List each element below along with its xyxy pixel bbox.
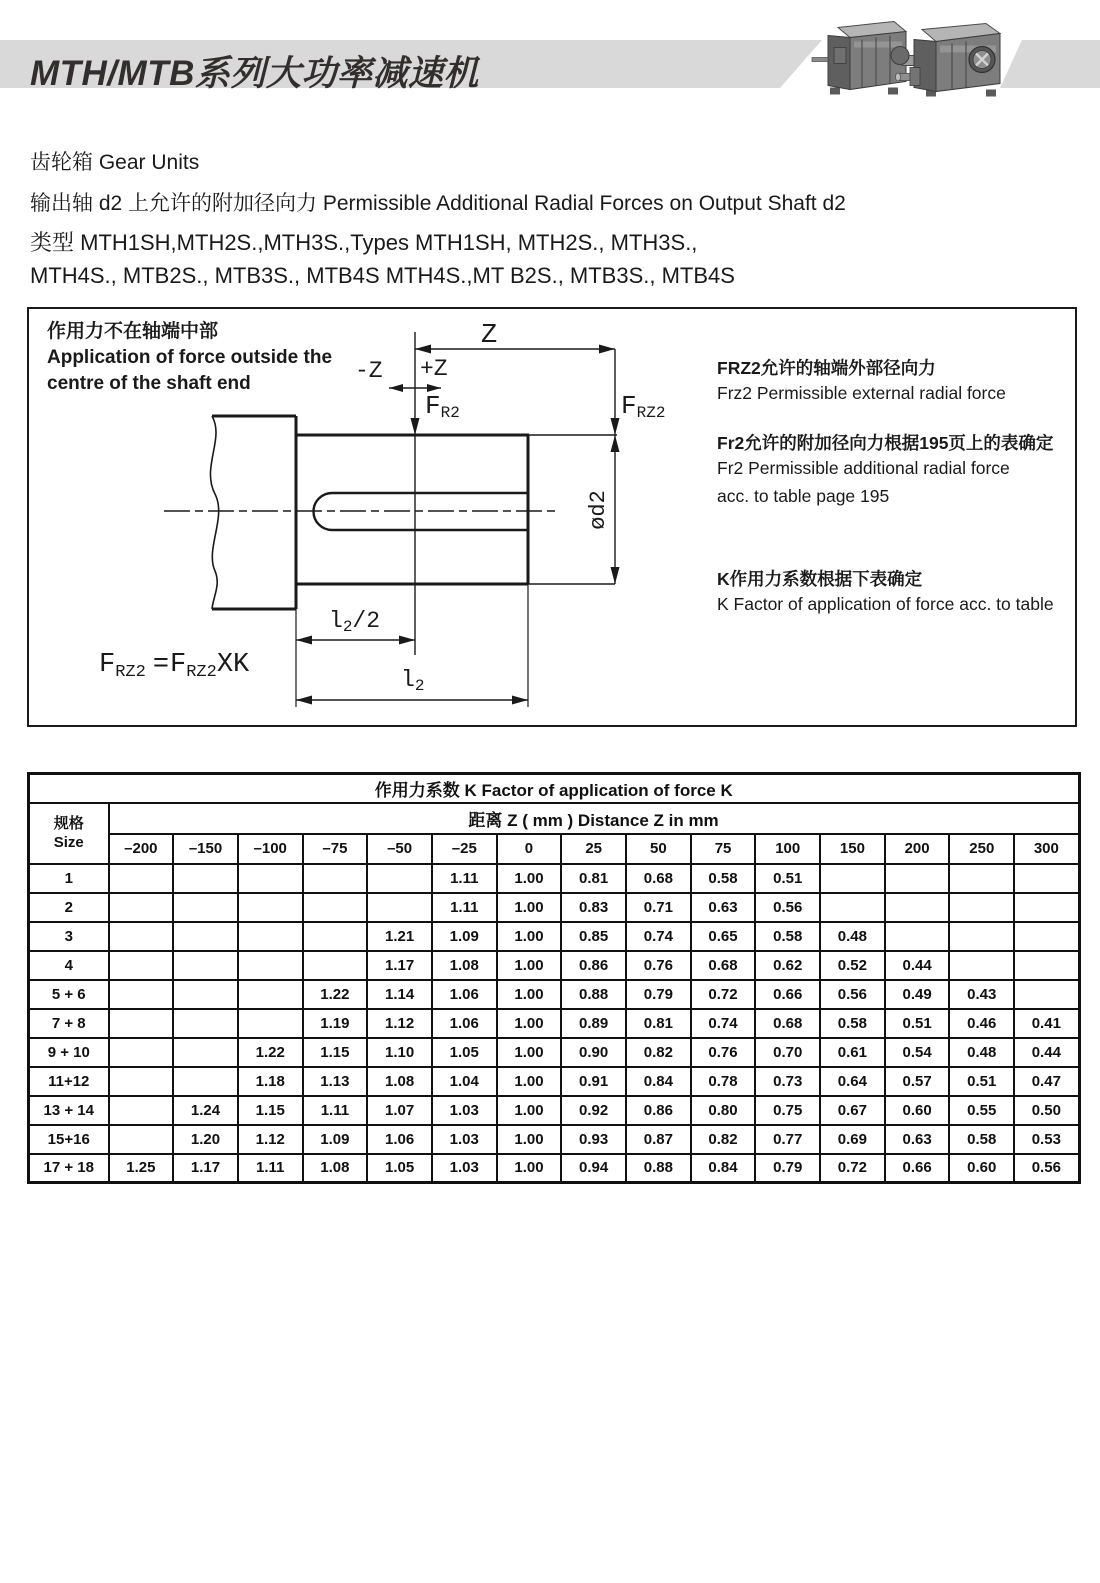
note-fr2-en2: acc. to table page 195	[717, 486, 890, 506]
k-value-cell: 0.58	[820, 1009, 885, 1038]
k-value-cell: 0.61	[820, 1038, 885, 1067]
distance-column-header: –200	[109, 834, 174, 864]
k-value-cell: 0.53	[1014, 1125, 1079, 1154]
distance-column-header: 100	[755, 834, 820, 864]
k-value-cell: 1.06	[432, 1009, 497, 1038]
table-row	[29, 1009, 1080, 1038]
shaft-force-diagram	[27, 307, 1077, 727]
k-value-cell	[949, 864, 1014, 893]
size-cell: 3	[29, 922, 109, 951]
distance-column-header: –75	[303, 834, 368, 864]
table-row	[29, 1154, 1080, 1183]
page-title: MTH/MTB系列大功率减速机	[30, 54, 479, 93]
k-value-cell: 0.83	[561, 893, 626, 922]
size-cell: 1	[29, 864, 109, 893]
distance-column-header: 75	[691, 834, 756, 864]
k-value-cell: 1.22	[303, 980, 368, 1009]
k-value-cell: 0.49	[885, 980, 950, 1009]
k-value-cell: 1.04	[432, 1067, 497, 1096]
k-value-cell: 1.11	[432, 864, 497, 893]
k-value-cell	[109, 980, 174, 1009]
k-value-cell: 0.89	[561, 1009, 626, 1038]
k-value-cell: 0.41	[1014, 1009, 1079, 1038]
k-value-cell: 0.58	[949, 1125, 1014, 1154]
intro-line-types-2: MTH4S., MTB2S., MTB3S., MTB4S MTH4S.,MT B2S., MTB3S., MTB4S	[30, 263, 735, 288]
k-value-cell: 1.10	[367, 1038, 432, 1067]
dim-label-minus-z: -Z	[355, 358, 383, 384]
k-value-cell	[238, 951, 303, 980]
table-row	[29, 893, 1080, 922]
k-value-cell	[367, 893, 432, 922]
k-value-cell: 1.08	[367, 1067, 432, 1096]
size-cell: 7 + 8	[29, 1009, 109, 1038]
distance-column-header: 300	[1014, 834, 1079, 864]
k-value-cell: 0.44	[1014, 1038, 1079, 1067]
k-value-cell: 0.68	[691, 951, 756, 980]
k-value-cell: 0.84	[626, 1067, 691, 1096]
dim-label-frz2: FRZ2	[621, 391, 666, 422]
table-row	[29, 864, 1080, 893]
k-value-cell: 1.11	[432, 893, 497, 922]
k-value-cell: 1.05	[367, 1154, 432, 1183]
k-value-cell: 1.17	[367, 951, 432, 980]
header-band-right	[1000, 40, 1100, 88]
k-value-cell: 1.20	[173, 1125, 238, 1154]
k-value-cell: 1.08	[432, 951, 497, 980]
k-value-cell: 1.00	[497, 893, 562, 922]
size-cell: 17 + 18	[29, 1154, 109, 1183]
k-value-cell: 1.11	[303, 1096, 368, 1125]
k-value-cell	[238, 922, 303, 951]
k-value-cell: 0.56	[820, 980, 885, 1009]
k-value-cell	[173, 922, 238, 951]
k-value-cell: 0.75	[755, 1096, 820, 1125]
k-value-cell: 1.03	[432, 1154, 497, 1183]
dim-label-l2-half: $l_2/2$	[329, 608, 381, 636]
k-value-cell: 0.77	[755, 1125, 820, 1154]
k-value-cell	[1014, 893, 1079, 922]
table-row	[29, 1125, 1080, 1154]
note-fr2-cn: Fr2允许的附加径向力根据195页上的表确定	[717, 433, 1054, 453]
distance-column-header: –50	[367, 834, 432, 864]
k-value-cell: 0.51	[885, 1009, 950, 1038]
k-value-cell: 0.52	[820, 951, 885, 980]
size-cell: 4	[29, 951, 109, 980]
k-value-cell	[885, 864, 950, 893]
k-value-cell: 0.73	[755, 1067, 820, 1096]
k-value-cell	[109, 1067, 174, 1096]
dim-label-l2: $l_2$	[401, 667, 425, 695]
k-value-cell	[303, 864, 368, 893]
note-k-cn: K作用力系数根据下表确定	[717, 569, 923, 589]
k-value-cell: 0.76	[691, 1038, 756, 1067]
size-cell: 13 + 14	[29, 1096, 109, 1125]
k-value-cell: 0.79	[755, 1154, 820, 1183]
k-value-cell: 1.18	[238, 1067, 303, 1096]
k-value-cell: 0.91	[561, 1067, 626, 1096]
table-row	[29, 1096, 1080, 1125]
table-row	[29, 1038, 1080, 1067]
k-value-cell: 0.93	[561, 1125, 626, 1154]
k-value-cell: 0.66	[755, 980, 820, 1009]
k-value-cell	[949, 922, 1014, 951]
k-value-cell	[109, 1009, 174, 1038]
size-cell: 9 + 10	[29, 1038, 109, 1067]
k-value-cell: 1.06	[367, 1125, 432, 1154]
k-value-cell: 1.25	[109, 1154, 174, 1183]
distance-column-header: 250	[949, 834, 1014, 864]
note-fr2-en1: Fr2 Permissible additional radial force	[717, 458, 1010, 478]
k-value-cell	[1014, 980, 1079, 1009]
k-factor-table-body	[29, 864, 1080, 1183]
k-value-cell	[820, 864, 885, 893]
k-value-cell: 1.09	[432, 922, 497, 951]
table-title: 作用力系数 K Factor of application of force K	[29, 774, 1080, 803]
dim-label-od2: ød2	[585, 490, 611, 530]
k-value-cell: 1.00	[497, 951, 562, 980]
k-value-cell: 0.90	[561, 1038, 626, 1067]
distance-column-header: –25	[432, 834, 497, 864]
k-value-cell: 1.08	[303, 1154, 368, 1183]
k-value-cell: 1.00	[497, 1154, 562, 1183]
k-value-cell	[303, 922, 368, 951]
table-row	[29, 951, 1080, 980]
k-value-cell: 0.44	[885, 951, 950, 980]
distance-column-header: 200	[885, 834, 950, 864]
note-k-en: K Factor of application of force acc. to table	[717, 594, 1054, 614]
k-value-cell	[109, 951, 174, 980]
k-value-cell: 0.48	[820, 922, 885, 951]
k-value-cell: 0.81	[626, 1009, 691, 1038]
k-value-cell: 1.15	[303, 1038, 368, 1067]
k-value-cell: 0.58	[755, 922, 820, 951]
k-value-cell: 0.94	[561, 1154, 626, 1183]
k-value-cell: 1.00	[497, 864, 562, 893]
k-value-cell: 0.48	[949, 1038, 1014, 1067]
k-value-cell: 1.03	[432, 1096, 497, 1125]
k-value-cell: 1.11	[238, 1154, 303, 1183]
k-value-cell	[173, 893, 238, 922]
k-value-cell: 0.87	[626, 1125, 691, 1154]
dim-label-fr2: FR2	[425, 391, 460, 422]
k-value-cell: 1.07	[367, 1096, 432, 1125]
k-value-cell: 0.72	[820, 1154, 885, 1183]
k-value-cell: 0.43	[949, 980, 1014, 1009]
k-value-cell: 0.85	[561, 922, 626, 951]
k-value-cell	[885, 893, 950, 922]
k-value-cell	[109, 1038, 174, 1067]
k-value-cell: 1.19	[303, 1009, 368, 1038]
k-value-cell: 0.81	[561, 864, 626, 893]
k-value-cell	[173, 1067, 238, 1096]
k-value-cell: 0.67	[820, 1096, 885, 1125]
k-value-cell: 0.72	[691, 980, 756, 1009]
size-cell: 11+12	[29, 1067, 109, 1096]
k-value-cell: 0.50	[1014, 1096, 1079, 1125]
note-frz2-cn: FRZ2允许的轴端外部径向力	[717, 358, 936, 378]
k-value-cell: 1.09	[303, 1125, 368, 1154]
k-value-cell: 0.76	[626, 951, 691, 980]
k-value-cell	[949, 951, 1014, 980]
size-cell: 15+16	[29, 1125, 109, 1154]
note-frz2-en: Frz2 Permissible external radial force	[717, 383, 1006, 403]
k-value-cell	[949, 893, 1014, 922]
k-value-cell	[109, 1096, 174, 1125]
k-value-cell: 0.92	[561, 1096, 626, 1125]
k-value-cell	[109, 1125, 174, 1154]
distance-header: 距离 Z ( mm ) Distance Z in mm	[109, 803, 1080, 834]
k-value-cell: 0.56	[1014, 1154, 1079, 1183]
intro-line-types-1: 类型 MTH1SH,MTH2S.,MTH3S.,Types MTH1SH, MTH2S., MTH3S.,	[30, 230, 698, 255]
distance-column-header: 50	[626, 834, 691, 864]
k-value-cell	[303, 951, 368, 980]
formula-frz2: $F_{RZ2} =F_{RZ2}XK$	[99, 650, 250, 682]
k-value-cell: 0.60	[949, 1154, 1014, 1183]
k-value-cell: 0.47	[1014, 1067, 1079, 1096]
k-value-cell: 0.66	[885, 1154, 950, 1183]
k-value-cell: 1.05	[432, 1038, 497, 1067]
caption-line-en2: centre of the shaft end	[47, 373, 251, 394]
distance-column-header: 150	[820, 834, 885, 864]
k-value-cell: 1.00	[497, 1125, 562, 1154]
k-value-cell: 0.54	[885, 1038, 950, 1067]
dim-label-plus-z: +Z	[420, 356, 448, 382]
k-value-cell	[1014, 951, 1079, 980]
distance-header-row	[29, 803, 1080, 834]
k-value-cell: 0.74	[626, 922, 691, 951]
k-value-cell: 1.24	[173, 1096, 238, 1125]
k-value-cell: 0.51	[755, 864, 820, 893]
k-factor-table-section	[27, 772, 1081, 1184]
k-value-cell: 1.17	[173, 1154, 238, 1183]
k-value-cell: 1.00	[497, 980, 562, 1009]
k-value-cell	[303, 893, 368, 922]
intro-line-radial-forces: 输出轴 d2 上允许的附加径向力 Permissible Additional Radial Forces on Output Shaft d2	[30, 192, 846, 215]
k-value-cell: 0.68	[626, 864, 691, 893]
k-value-cell: 0.63	[885, 1125, 950, 1154]
k-value-cell: 0.88	[561, 980, 626, 1009]
k-value-cell: 0.78	[691, 1067, 756, 1096]
k-value-cell: 1.00	[497, 1096, 562, 1125]
size-cell: 5 + 6	[29, 980, 109, 1009]
k-value-cell: 0.84	[691, 1154, 756, 1183]
table-row	[29, 922, 1080, 951]
k-factor-table	[27, 772, 1081, 1184]
k-value-cell: 0.64	[820, 1067, 885, 1096]
gearbox-units-image	[810, 15, 1010, 115]
distance-column-header: –150	[173, 834, 238, 864]
k-value-cell: 0.86	[561, 951, 626, 980]
k-value-cell: 0.46	[949, 1009, 1014, 1038]
distance-values-row	[29, 834, 1080, 864]
k-value-cell: 0.63	[691, 893, 756, 922]
k-value-cell: 0.60	[885, 1096, 950, 1125]
k-value-cell	[173, 951, 238, 980]
k-value-cell: 1.06	[432, 980, 497, 1009]
k-value-cell	[173, 1038, 238, 1067]
distance-column-header: –100	[238, 834, 303, 864]
k-value-cell: 1.13	[303, 1067, 368, 1096]
k-value-cell: 1.00	[497, 1009, 562, 1038]
k-value-cell	[238, 893, 303, 922]
caption-line-en1: Application of force outside the	[47, 347, 333, 368]
k-value-cell: 0.69	[820, 1125, 885, 1154]
k-value-cell	[367, 864, 432, 893]
distance-column-header: 0	[497, 834, 562, 864]
k-value-cell	[1014, 864, 1079, 893]
k-value-cell: 1.00	[497, 922, 562, 951]
size-cell: 2	[29, 893, 109, 922]
k-value-cell: 0.79	[626, 980, 691, 1009]
diagram-caption	[47, 319, 332, 397]
k-value-cell: 0.74	[691, 1009, 756, 1038]
k-value-cell	[820, 893, 885, 922]
k-value-cell: 0.82	[691, 1125, 756, 1154]
k-value-cell	[109, 864, 174, 893]
k-value-cell: 0.68	[755, 1009, 820, 1038]
k-value-cell	[109, 922, 174, 951]
k-value-cell: 0.55	[949, 1096, 1014, 1125]
k-value-cell	[173, 980, 238, 1009]
k-value-cell: 0.56	[755, 893, 820, 922]
k-value-cell	[238, 980, 303, 1009]
k-value-cell	[1014, 922, 1079, 951]
table-row	[29, 980, 1080, 1009]
k-value-cell: 1.00	[497, 1067, 562, 1096]
caption-line-cn: 作用力不在轴端中部	[47, 321, 219, 342]
k-value-cell: 0.57	[885, 1067, 950, 1096]
k-value-cell: 1.12	[367, 1009, 432, 1038]
k-value-cell: 0.70	[755, 1038, 820, 1067]
table-row	[29, 1067, 1080, 1096]
k-value-cell	[173, 1009, 238, 1038]
table-title-row	[29, 774, 1080, 803]
k-value-cell: 1.12	[238, 1125, 303, 1154]
k-value-cell: 1.22	[238, 1038, 303, 1067]
k-value-cell: 1.03	[432, 1125, 497, 1154]
k-value-cell: 0.82	[626, 1038, 691, 1067]
k-value-cell: 1.21	[367, 922, 432, 951]
k-value-cell	[173, 864, 238, 893]
size-column-header: 规格 Size	[29, 803, 109, 864]
k-value-cell: 0.71	[626, 893, 691, 922]
k-value-cell: 0.65	[691, 922, 756, 951]
intro-line-gear-units: 齿轮箱 Gear Units	[30, 151, 200, 174]
k-value-cell: 0.80	[691, 1096, 756, 1125]
k-value-cell: 0.88	[626, 1154, 691, 1183]
k-value-cell: 1.15	[238, 1096, 303, 1125]
k-value-cell	[885, 922, 950, 951]
k-value-cell	[109, 893, 174, 922]
distance-column-header: 25	[561, 834, 626, 864]
k-value-cell: 0.62	[755, 951, 820, 980]
k-value-cell	[238, 864, 303, 893]
k-value-cell: 0.58	[691, 864, 756, 893]
k-value-cell: 1.00	[497, 1038, 562, 1067]
k-value-cell: 1.14	[367, 980, 432, 1009]
k-value-cell	[238, 1009, 303, 1038]
k-value-cell: 0.51	[949, 1067, 1014, 1096]
k-value-cell: 0.86	[626, 1096, 691, 1125]
dim-label-z: Z	[481, 321, 498, 351]
